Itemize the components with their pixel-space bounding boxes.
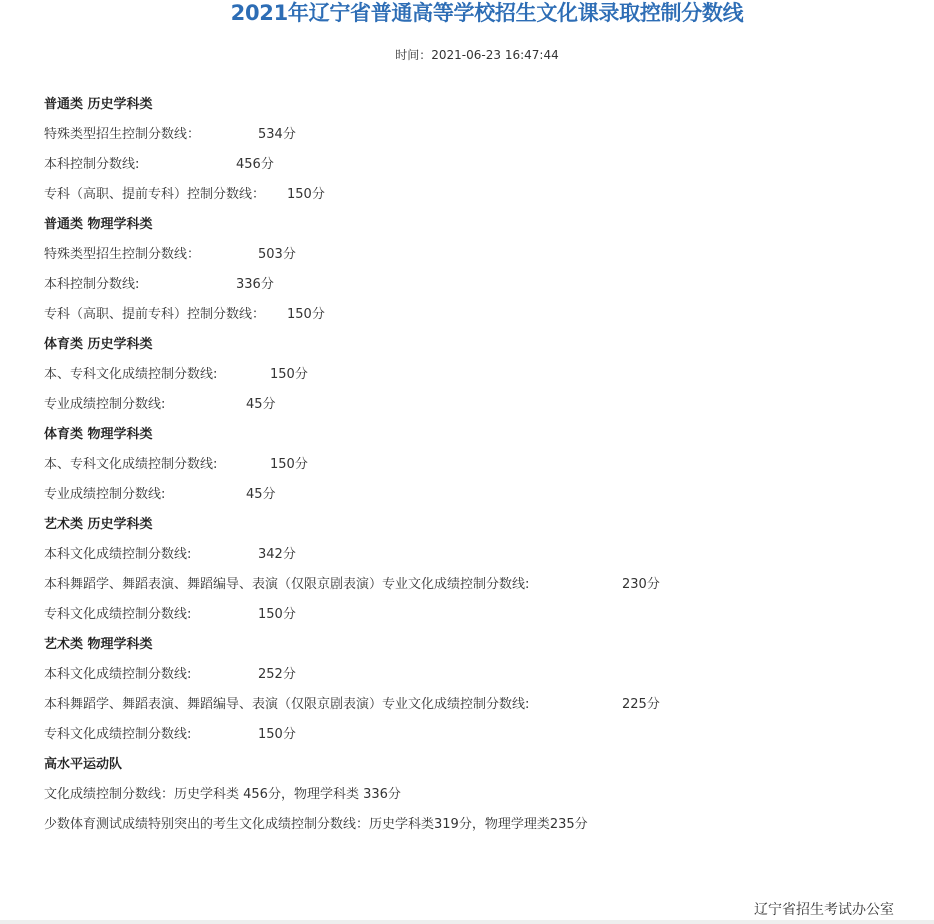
section-heading (44, 630, 904, 660)
score-value: 336分 (236, 277, 274, 292)
section-heading-text: 体育类 历史学科类 (44, 337, 153, 352)
score-row (44, 120, 904, 150)
score-label: 专科（高职、提前专科）控制分数线： (44, 187, 266, 202)
score-value: 534分 (258, 127, 296, 142)
section-heading-text: 普通类 历史学科类 (44, 97, 153, 112)
score-label: 本、专科文化成绩控制分数线: (44, 367, 218, 382)
section-heading (44, 330, 904, 360)
section-heading-text: 体育类 物理学科类 (44, 427, 153, 442)
score-row (44, 300, 904, 330)
score-label: 本科文化成绩控制分数线: (44, 547, 192, 562)
score-label: 少数体育测试成绩特别突出的考生文化成绩控制分数线：历史学科类319分，物理学理类235分 (44, 817, 588, 832)
section-heading (44, 90, 904, 120)
score-row (44, 450, 904, 480)
score-row (44, 690, 904, 720)
score-row (44, 240, 904, 270)
score-label: 本科舞蹈学、舞蹈表演、舞蹈编导、表演（仅限京剧表演）专业文化成绩控制分数线: (44, 577, 530, 592)
score-label: 本科控制分数线: (44, 277, 140, 292)
divider (0, 920, 934, 924)
article-body (44, 90, 904, 840)
score-label: 本、专科文化成绩控制分数线: (44, 457, 218, 472)
section-heading (44, 510, 904, 540)
issuer-signature: 辽宁省招生考试办公室 (754, 902, 894, 918)
score-value: 150分 (258, 727, 296, 742)
score-value: 150分 (287, 187, 325, 202)
score-row (44, 360, 904, 390)
score-value: 150分 (287, 307, 325, 322)
score-row (44, 390, 904, 420)
score-row (44, 780, 904, 810)
section-heading-text: 艺术类 历史学科类 (44, 517, 153, 532)
score-value: 45分 (246, 487, 276, 502)
score-row (44, 150, 904, 180)
score-row (44, 570, 904, 600)
section-heading-text: 普通类 物理学科类 (44, 217, 153, 232)
score-value: 342分 (258, 547, 296, 562)
score-label: 本科舞蹈学、舞蹈表演、舞蹈编导、表演（仅限京剧表演）专业文化成绩控制分数线: (44, 697, 530, 712)
section-heading-text: 高水平运动队 (44, 757, 123, 772)
score-row (44, 810, 904, 840)
score-label: 专科文化成绩控制分数线: (44, 607, 192, 622)
score-value: 230分 (622, 577, 660, 592)
section-heading (44, 750, 904, 780)
score-value: 252分 (258, 667, 296, 682)
score-value: 45分 (246, 397, 276, 412)
score-label: 特殊类型招生控制分数线： (44, 127, 201, 142)
score-row (44, 660, 904, 690)
score-label: 专科文化成绩控制分数线: (44, 727, 192, 742)
score-label: 本科控制分数线: (44, 157, 140, 172)
section-heading (44, 210, 904, 240)
score-value: 225分 (622, 697, 660, 712)
page-title: 2021年辽宁省普通高等学校招生文化课录取控制分数线 (230, 1, 744, 25)
score-label: 文化成绩控制分数线：历史学科类 456分，物理学科类 336分 (44, 787, 401, 802)
score-row (44, 540, 904, 570)
score-value: 503分 (258, 247, 296, 262)
score-row (44, 270, 904, 300)
score-row (44, 720, 904, 750)
score-label: 专科（高职、提前专科）控制分数线： (44, 307, 266, 322)
publish-time: 时间：2021-06-23 16:47:44 (395, 48, 559, 62)
score-value: 456分 (236, 157, 274, 172)
score-row (44, 480, 904, 510)
section-heading (44, 420, 904, 450)
score-label: 本科文化成绩控制分数线: (44, 667, 192, 682)
score-value: 150分 (270, 457, 308, 472)
score-row (44, 600, 904, 630)
score-label: 专业成绩控制分数线: (44, 487, 166, 502)
score-value: 150分 (258, 607, 296, 622)
score-value: 150分 (270, 367, 308, 382)
score-label: 特殊类型招生控制分数线： (44, 247, 201, 262)
score-label: 专业成绩控制分数线: (44, 397, 166, 412)
score-row (44, 180, 904, 210)
section-heading-text: 艺术类 物理学科类 (44, 637, 153, 652)
